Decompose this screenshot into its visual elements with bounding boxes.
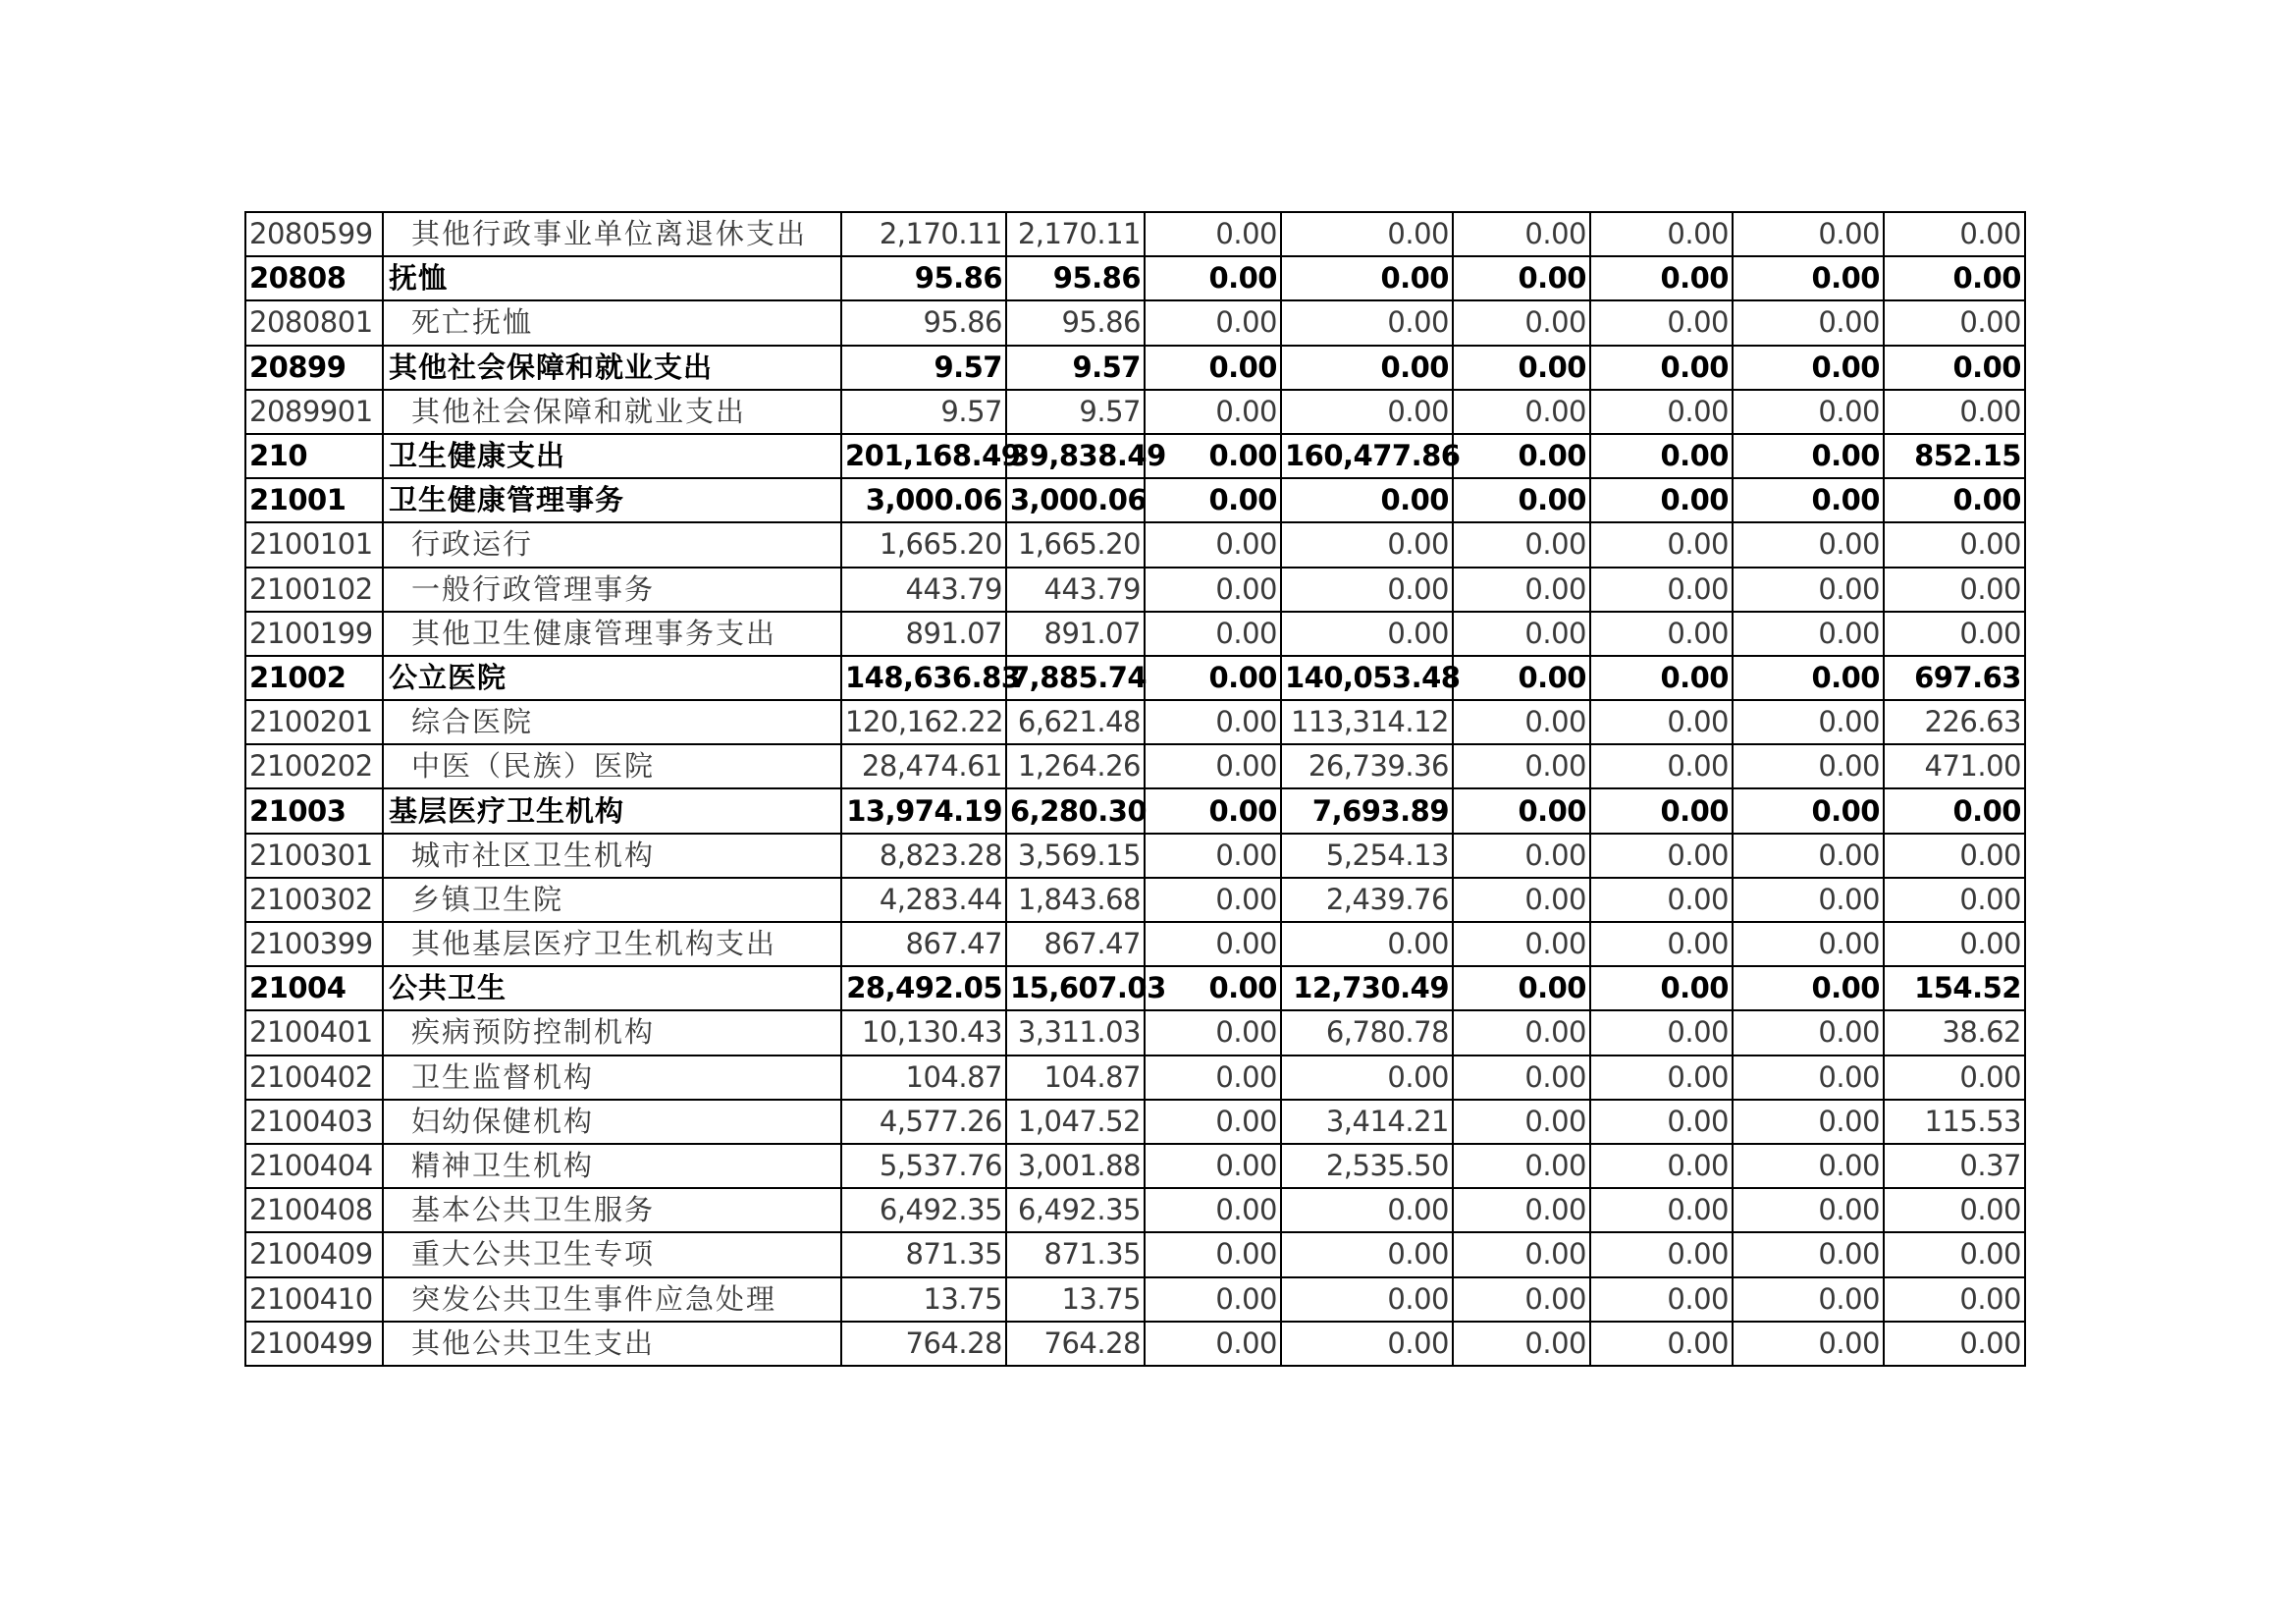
amount-cell: 9.57 — [1006, 346, 1145, 390]
amount-cell: 7,885.74 — [1006, 656, 1145, 700]
table-section-row — [245, 434, 2025, 478]
subject-code-cell: 2100399 — [245, 922, 383, 966]
subject-name-cell: 卫生健康支出 — [383, 434, 841, 478]
amount-cell: 4,577.26 — [841, 1100, 1006, 1144]
amount-cell: 0.00 — [1145, 300, 1281, 345]
subject-code-cell: 2100202 — [245, 744, 383, 788]
subject-name-cell: 基本公共卫生服务 — [383, 1188, 841, 1232]
amount-cell: 0.00 — [1453, 834, 1590, 878]
subject-code-cell: 2100301 — [245, 834, 383, 878]
table-row — [245, 1232, 2025, 1276]
amount-cell: 852.15 — [1884, 434, 2025, 478]
amount-cell: 0.00 — [1145, 1144, 1281, 1188]
amount-cell: 2,170.11 — [841, 212, 1006, 256]
amount-cell: 0.00 — [1453, 1100, 1590, 1144]
amount-cell: 0.00 — [1733, 1144, 1884, 1188]
amount-cell: 0.00 — [1145, 1322, 1281, 1366]
subject-code-cell: 210 — [245, 434, 383, 478]
amount-cell: 2,535.50 — [1281, 1144, 1453, 1188]
amount-cell: 0.00 — [1733, 256, 1884, 300]
subject-name-cell: 精神卫生机构 — [383, 1144, 841, 1188]
amount-cell: 9.57 — [1006, 390, 1145, 434]
amount-cell: 0.00 — [1453, 568, 1590, 612]
amount-cell: 0.00 — [1733, 922, 1884, 966]
amount-cell: 0.00 — [1145, 966, 1281, 1010]
subject-code-cell: 2100102 — [245, 568, 383, 612]
amount-cell: 0.00 — [1281, 300, 1453, 345]
table-row — [245, 1277, 2025, 1322]
table-section-row — [245, 656, 2025, 700]
amount-cell: 0.00 — [1590, 256, 1733, 300]
amount-cell: 115.53 — [1884, 1100, 2025, 1144]
amount-cell: 0.00 — [1453, 1232, 1590, 1276]
amount-cell: 1,843.68 — [1006, 878, 1145, 922]
amount-cell: 3,001.88 — [1006, 1144, 1145, 1188]
amount-cell: 38.62 — [1884, 1010, 2025, 1055]
amount-cell: 0.00 — [1884, 568, 2025, 612]
amount-cell: 9.57 — [841, 346, 1006, 390]
amount-cell: 95.86 — [841, 300, 1006, 345]
amount-cell: 0.00 — [1453, 256, 1590, 300]
table-row — [245, 1010, 2025, 1055]
amount-cell: 0.00 — [1884, 922, 2025, 966]
amount-cell: 871.35 — [1006, 1232, 1145, 1276]
amount-cell: 0.00 — [1590, 1277, 1733, 1322]
subject-code-cell: 2080801 — [245, 300, 383, 345]
amount-cell: 0.00 — [1453, 1010, 1590, 1055]
amount-cell: 0.00 — [1590, 1056, 1733, 1100]
table-section-row — [245, 788, 2025, 833]
table-row — [245, 300, 2025, 345]
amount-cell: 0.00 — [1453, 1144, 1590, 1188]
table-row — [245, 1188, 2025, 1232]
subject-code-cell: 2100408 — [245, 1188, 383, 1232]
amount-cell: 0.00 — [1281, 1056, 1453, 1100]
amount-cell: 6,492.35 — [841, 1188, 1006, 1232]
amount-cell: 0.00 — [1733, 1188, 1884, 1232]
amount-cell: 0.00 — [1884, 522, 2025, 567]
amount-cell: 0.00 — [1884, 878, 2025, 922]
subject-code-cell: 21004 — [245, 966, 383, 1010]
amount-cell: 28,492.05 — [841, 966, 1006, 1010]
subject-name-cell: 其他行政事业单位离退休支出 — [383, 212, 841, 256]
subject-code-cell: 2080599 — [245, 212, 383, 256]
subject-name-cell: 疾病预防控制机构 — [383, 1010, 841, 1055]
subject-code-cell: 2100201 — [245, 700, 383, 744]
amount-cell: 160,477.86 — [1281, 434, 1453, 478]
amount-cell: 0.00 — [1453, 922, 1590, 966]
amount-cell: 0.00 — [1590, 390, 1733, 434]
amount-cell: 0.00 — [1145, 256, 1281, 300]
amount-cell: 154.52 — [1884, 966, 2025, 1010]
amount-cell: 0.00 — [1453, 390, 1590, 434]
amount-cell: 0.00 — [1145, 1056, 1281, 1100]
amount-cell: 2,439.76 — [1281, 878, 1453, 922]
amount-cell: 0.00 — [1281, 612, 1453, 656]
amount-cell: 2,170.11 — [1006, 212, 1145, 256]
table-row — [245, 1322, 2025, 1366]
table-row — [245, 568, 2025, 612]
amount-cell: 0.00 — [1884, 478, 2025, 522]
table-row — [245, 878, 2025, 922]
subject-name-cell: 死亡抚恤 — [383, 300, 841, 345]
amount-cell: 0.00 — [1145, 788, 1281, 833]
amount-cell: 0.00 — [1884, 834, 2025, 878]
amount-cell: 0.00 — [1590, 212, 1733, 256]
amount-cell: 0.00 — [1145, 1188, 1281, 1232]
amount-cell: 0.00 — [1453, 1188, 1590, 1232]
subject-name-cell: 基层医疗卫生机构 — [383, 788, 841, 833]
amount-cell: 0.00 — [1590, 1100, 1733, 1144]
amount-cell: 7,693.89 — [1281, 788, 1453, 833]
amount-cell: 0.00 — [1733, 700, 1884, 744]
amount-cell: 0.00 — [1145, 834, 1281, 878]
amount-cell: 0.00 — [1281, 212, 1453, 256]
amount-cell: 0.00 — [1590, 434, 1733, 478]
amount-cell: 15,607.03 — [1006, 966, 1145, 1010]
table-row — [245, 390, 2025, 434]
amount-cell: 5,537.76 — [841, 1144, 1006, 1188]
table-section-row — [245, 966, 2025, 1010]
amount-cell: 0.00 — [1453, 300, 1590, 345]
amount-cell: 4,283.44 — [841, 878, 1006, 922]
amount-cell: 0.00 — [1590, 1144, 1733, 1188]
amount-cell: 0.00 — [1145, 568, 1281, 612]
amount-cell: 0.00 — [1590, 1188, 1733, 1232]
amount-cell: 0.00 — [1145, 522, 1281, 567]
subject-code-cell: 2100302 — [245, 878, 383, 922]
amount-cell: 0.00 — [1733, 478, 1884, 522]
amount-cell: 0.00 — [1733, 568, 1884, 612]
subject-name-cell: 其他社会保障和就业支出 — [383, 346, 841, 390]
subject-name-cell: 一般行政管理事务 — [383, 568, 841, 612]
table-row — [245, 212, 2025, 256]
table-section-row — [245, 478, 2025, 522]
table-row — [245, 744, 2025, 788]
amount-cell: 0.00 — [1590, 522, 1733, 567]
amount-cell: 0.00 — [1590, 1232, 1733, 1276]
amount-cell: 0.00 — [1281, 1322, 1453, 1366]
amount-cell: 443.79 — [841, 568, 1006, 612]
table-row — [245, 1100, 2025, 1144]
amount-cell: 764.28 — [841, 1322, 1006, 1366]
subject-name-cell: 行政运行 — [383, 522, 841, 567]
amount-cell: 0.00 — [1281, 1277, 1453, 1322]
amount-cell: 0.00 — [1145, 612, 1281, 656]
amount-cell: 12,730.49 — [1281, 966, 1453, 1010]
amount-cell: 0.00 — [1453, 612, 1590, 656]
amount-cell: 0.00 — [1884, 1232, 2025, 1276]
amount-cell: 6,621.48 — [1006, 700, 1145, 744]
amount-cell: 140,053.48 — [1281, 656, 1453, 700]
amount-cell: 3,414.21 — [1281, 1100, 1453, 1144]
amount-cell: 0.00 — [1733, 656, 1884, 700]
amount-cell: 0.00 — [1453, 212, 1590, 256]
amount-cell: 0.00 — [1145, 744, 1281, 788]
amount-cell: 0.00 — [1733, 1100, 1884, 1144]
amount-cell: 0.37 — [1884, 1144, 2025, 1188]
subject-code-cell: 2100101 — [245, 522, 383, 567]
amount-cell: 0.00 — [1590, 656, 1733, 700]
amount-cell: 26,739.36 — [1281, 744, 1453, 788]
amount-cell: 0.00 — [1733, 834, 1884, 878]
amount-cell: 0.00 — [1145, 700, 1281, 744]
amount-cell: 0.00 — [1453, 656, 1590, 700]
table-body — [245, 212, 2025, 1366]
amount-cell: 0.00 — [1145, 212, 1281, 256]
amount-cell: 0.00 — [1590, 878, 1733, 922]
amount-cell: 0.00 — [1884, 300, 2025, 345]
amount-cell: 0.00 — [1884, 256, 2025, 300]
amount-cell: 0.00 — [1733, 434, 1884, 478]
amount-cell: 0.00 — [1453, 1056, 1590, 1100]
amount-cell: 0.00 — [1733, 1010, 1884, 1055]
amount-cell: 0.00 — [1281, 922, 1453, 966]
amount-cell: 3,569.15 — [1006, 834, 1145, 878]
amount-cell: 0.00 — [1590, 922, 1733, 966]
amount-cell: 871.35 — [841, 1232, 1006, 1276]
table-row — [245, 522, 2025, 567]
subject-name-cell: 抚恤 — [383, 256, 841, 300]
amount-cell: 0.00 — [1590, 700, 1733, 744]
amount-cell: 0.00 — [1145, 1232, 1281, 1276]
subject-name-cell: 卫生健康管理事务 — [383, 478, 841, 522]
amount-cell: 9.57 — [841, 390, 1006, 434]
amount-cell: 8,823.28 — [841, 834, 1006, 878]
budget-table-sheet — [244, 211, 2026, 1367]
amount-cell: 0.00 — [1733, 1277, 1884, 1322]
amount-cell: 28,474.61 — [841, 744, 1006, 788]
amount-cell: 0.00 — [1281, 390, 1453, 434]
table-row — [245, 1056, 2025, 1100]
amount-cell: 0.00 — [1884, 1322, 2025, 1366]
amount-cell: 0.00 — [1733, 878, 1884, 922]
amount-cell: 104.87 — [841, 1056, 1006, 1100]
subject-name-cell: 综合医院 — [383, 700, 841, 744]
amount-cell: 0.00 — [1884, 212, 2025, 256]
subject-name-cell: 重大公共卫生专项 — [383, 1232, 841, 1276]
amount-cell: 95.86 — [1006, 256, 1145, 300]
amount-cell: 0.00 — [1590, 966, 1733, 1010]
amount-cell: 3,000.06 — [841, 478, 1006, 522]
amount-cell: 148,636.83 — [841, 656, 1006, 700]
amount-cell: 6,780.78 — [1281, 1010, 1453, 1055]
amount-cell: 0.00 — [1884, 1277, 2025, 1322]
table-section-row — [245, 346, 2025, 390]
amount-cell: 0.00 — [1145, 390, 1281, 434]
amount-cell: 0.00 — [1145, 478, 1281, 522]
amount-cell: 0.00 — [1884, 346, 2025, 390]
table-section-row — [245, 256, 2025, 300]
amount-cell: 0.00 — [1590, 1322, 1733, 1366]
amount-cell: 0.00 — [1145, 434, 1281, 478]
subject-code-cell: 21003 — [245, 788, 383, 833]
amount-cell: 0.00 — [1453, 1277, 1590, 1322]
amount-cell: 0.00 — [1281, 568, 1453, 612]
amount-cell: 0.00 — [1453, 878, 1590, 922]
subject-code-cell: 2100499 — [245, 1322, 383, 1366]
amount-cell: 13.75 — [1006, 1277, 1145, 1322]
amount-cell: 697.63 — [1884, 656, 2025, 700]
amount-cell: 443.79 — [1006, 568, 1145, 612]
amount-cell: 0.00 — [1145, 1010, 1281, 1055]
amount-cell: 0.00 — [1733, 744, 1884, 788]
amount-cell: 0.00 — [1590, 568, 1733, 612]
amount-cell: 0.00 — [1281, 478, 1453, 522]
table-row — [245, 612, 2025, 656]
amount-cell: 226.63 — [1884, 700, 2025, 744]
amount-cell: 6,492.35 — [1006, 1188, 1145, 1232]
amount-cell: 0.00 — [1733, 612, 1884, 656]
subject-code-cell: 2100403 — [245, 1100, 383, 1144]
subject-code-cell: 2100404 — [245, 1144, 383, 1188]
subject-code-cell: 20808 — [245, 256, 383, 300]
amount-cell: 0.00 — [1453, 1322, 1590, 1366]
amount-cell: 867.47 — [1006, 922, 1145, 966]
amount-cell: 0.00 — [1590, 834, 1733, 878]
amount-cell: 0.00 — [1884, 612, 2025, 656]
subject-name-cell: 公共卫生 — [383, 966, 841, 1010]
amount-cell: 867.47 — [841, 922, 1006, 966]
amount-cell: 0.00 — [1733, 390, 1884, 434]
subject-name-cell: 乡镇卫生院 — [383, 878, 841, 922]
table-row — [245, 922, 2025, 966]
amount-cell: 95.86 — [1006, 300, 1145, 345]
amount-cell: 0.00 — [1733, 522, 1884, 567]
amount-cell: 0.00 — [1884, 1188, 2025, 1232]
subject-code-cell: 2100401 — [245, 1010, 383, 1055]
amount-cell: 0.00 — [1733, 788, 1884, 833]
subject-name-cell: 妇幼保健机构 — [383, 1100, 841, 1144]
amount-cell: 0.00 — [1884, 390, 2025, 434]
subject-code-cell: 2100199 — [245, 612, 383, 656]
amount-cell: 0.00 — [1733, 300, 1884, 345]
amount-cell: 0.00 — [1453, 434, 1590, 478]
amount-cell: 0.00 — [1733, 966, 1884, 1010]
subject-code-cell: 2089901 — [245, 390, 383, 434]
amount-cell: 0.00 — [1145, 656, 1281, 700]
amount-cell: 471.00 — [1884, 744, 2025, 788]
amount-cell: 0.00 — [1590, 346, 1733, 390]
subject-name-cell: 卫生监督机构 — [383, 1056, 841, 1100]
amount-cell: 0.00 — [1145, 878, 1281, 922]
amount-cell: 113,314.12 — [1281, 700, 1453, 744]
amount-cell: 39,838.49 — [1006, 434, 1145, 478]
amount-cell: 0.00 — [1733, 1322, 1884, 1366]
amount-cell: 0.00 — [1884, 1056, 2025, 1100]
amount-cell: 0.00 — [1590, 478, 1733, 522]
amount-cell: 0.00 — [1733, 212, 1884, 256]
amount-cell: 3,000.06 — [1006, 478, 1145, 522]
subject-code-cell: 20899 — [245, 346, 383, 390]
amount-cell: 13.75 — [841, 1277, 1006, 1322]
amount-cell: 10,130.43 — [841, 1010, 1006, 1055]
subject-name-cell: 城市社区卫生机构 — [383, 834, 841, 878]
subject-code-cell: 2100402 — [245, 1056, 383, 1100]
amount-cell: 6,280.30 — [1006, 788, 1145, 833]
amount-cell: 1,264.26 — [1006, 744, 1145, 788]
amount-cell: 0.00 — [1733, 1232, 1884, 1276]
amount-cell: 5,254.13 — [1281, 834, 1453, 878]
amount-cell: 764.28 — [1006, 1322, 1145, 1366]
subject-code-cell: 21001 — [245, 478, 383, 522]
amount-cell: 104.87 — [1006, 1056, 1145, 1100]
subject-code-cell: 21002 — [245, 656, 383, 700]
amount-cell: 0.00 — [1453, 522, 1590, 567]
amount-cell: 1,665.20 — [1006, 522, 1145, 567]
table-row — [245, 700, 2025, 744]
amount-cell: 0.00 — [1590, 1010, 1733, 1055]
amount-cell: 0.00 — [1281, 522, 1453, 567]
amount-cell: 891.07 — [1006, 612, 1145, 656]
budget-expenditure-table — [244, 211, 2026, 1367]
subject-name-cell: 其他基层医疗卫生机构支出 — [383, 922, 841, 966]
amount-cell: 0.00 — [1590, 788, 1733, 833]
amount-cell: 0.00 — [1281, 346, 1453, 390]
subject-code-cell: 2100409 — [245, 1232, 383, 1276]
amount-cell: 0.00 — [1884, 788, 2025, 833]
amount-cell: 0.00 — [1145, 1100, 1281, 1144]
amount-cell: 0.00 — [1453, 346, 1590, 390]
amount-cell: 120,162.22 — [841, 700, 1006, 744]
subject-name-cell: 中医（民族）医院 — [383, 744, 841, 788]
amount-cell: 0.00 — [1281, 1188, 1453, 1232]
amount-cell: 13,974.19 — [841, 788, 1006, 833]
amount-cell: 1,665.20 — [841, 522, 1006, 567]
amount-cell: 0.00 — [1590, 300, 1733, 345]
amount-cell: 0.00 — [1590, 744, 1733, 788]
amount-cell: 0.00 — [1281, 1232, 1453, 1276]
amount-cell: 0.00 — [1733, 1056, 1884, 1100]
amount-cell: 0.00 — [1145, 922, 1281, 966]
subject-name-cell: 其他公共卫生支出 — [383, 1322, 841, 1366]
subject-name-cell: 其他社会保障和就业支出 — [383, 390, 841, 434]
amount-cell: 0.00 — [1453, 744, 1590, 788]
amount-cell: 0.00 — [1453, 788, 1590, 833]
amount-cell: 1,047.52 — [1006, 1100, 1145, 1144]
subject-code-cell: 2100410 — [245, 1277, 383, 1322]
subject-name-cell: 突发公共卫生事件应急处理 — [383, 1277, 841, 1322]
amount-cell: 891.07 — [841, 612, 1006, 656]
amount-cell: 0.00 — [1145, 346, 1281, 390]
subject-name-cell: 公立医院 — [383, 656, 841, 700]
amount-cell: 95.86 — [841, 256, 1006, 300]
amount-cell: 0.00 — [1453, 700, 1590, 744]
table-row — [245, 834, 2025, 878]
amount-cell: 0.00 — [1453, 478, 1590, 522]
subject-name-cell: 其他卫生健康管理事务支出 — [383, 612, 841, 656]
amount-cell: 0.00 — [1145, 1277, 1281, 1322]
amount-cell: 0.00 — [1281, 256, 1453, 300]
amount-cell: 0.00 — [1590, 612, 1733, 656]
amount-cell: 3,311.03 — [1006, 1010, 1145, 1055]
amount-cell: 0.00 — [1733, 346, 1884, 390]
amount-cell: 0.00 — [1453, 966, 1590, 1010]
amount-cell: 201,168.49 — [841, 434, 1006, 478]
table-row — [245, 1144, 2025, 1188]
